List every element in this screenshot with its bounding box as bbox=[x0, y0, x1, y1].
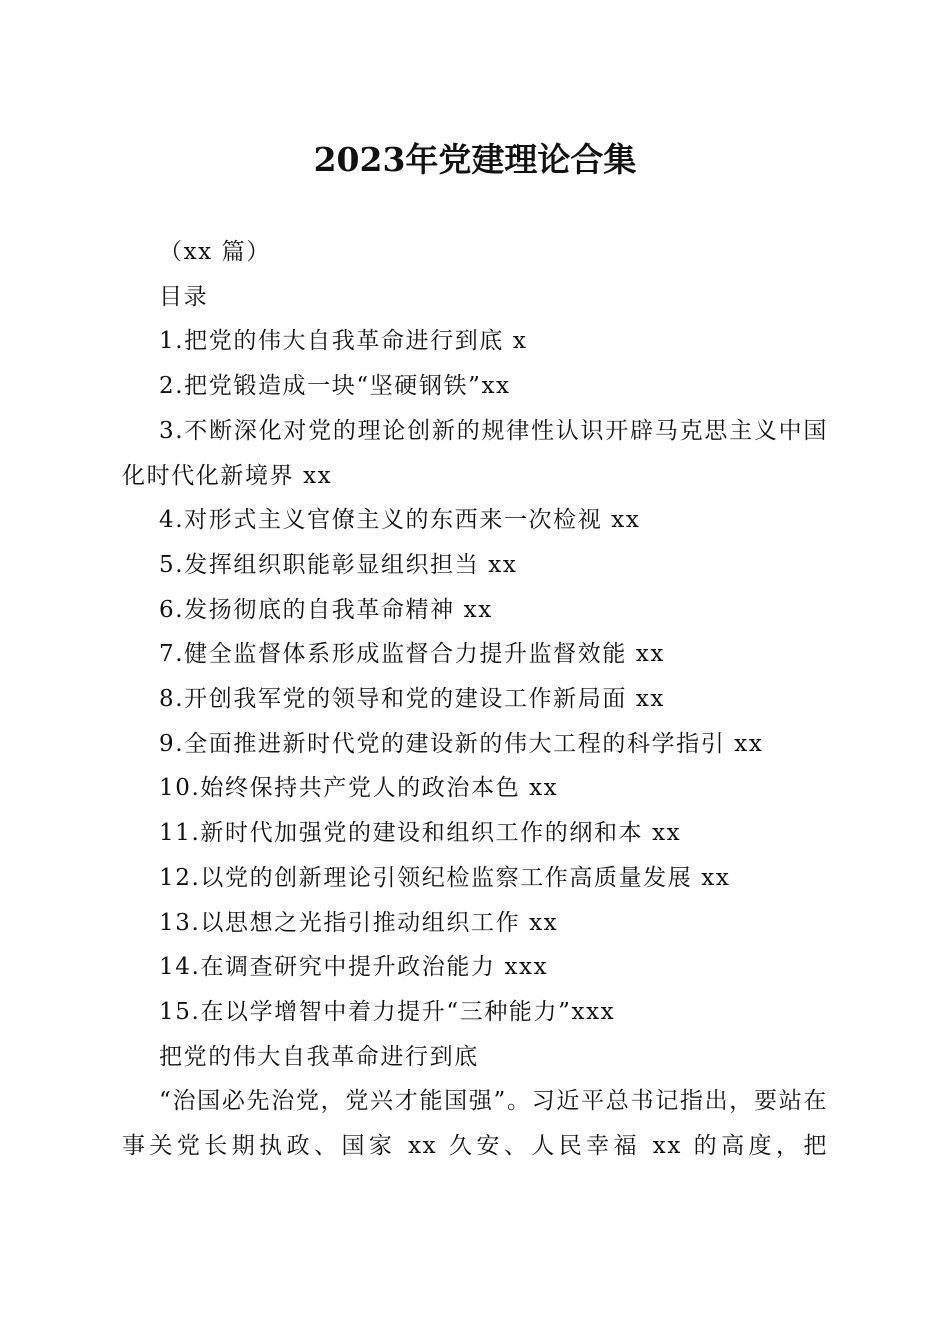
toc-item: 14.在调查研究中提升政治能力 xxx bbox=[159, 954, 549, 981]
body-paragraph: “治国必先治党，党兴才能国强”。习近平总书记指出，要站在事关党长期执政、国家 xx 久安、人民幸福 xx 的高度，把 bbox=[122, 1088, 828, 1160]
subtitle: （xx 篇） bbox=[159, 239, 271, 265]
toc-item: 8.开创我军党的领导和党的建设工作新局面 xx bbox=[159, 686, 665, 713]
document-body bbox=[122, 230, 828, 1169]
toc-item: 3.不断深化对党的理论创新的规律性认识开辟马克思主义中国化时代化新境界 xx bbox=[122, 417, 828, 489]
toc-item: 2.把党锻造成一块“坚硬钢铁”xx bbox=[159, 373, 511, 400]
toc-heading: 目录 bbox=[159, 283, 209, 310]
toc-item: 7.健全监督体系形成监督合力提升监督效能 xx bbox=[159, 641, 665, 668]
toc-item: 11.新时代加强党的建设和组织工作的纲和本 xx bbox=[159, 820, 682, 847]
toc-item: 10.始终保持共产党人的政治本色 xx bbox=[159, 775, 559, 802]
toc-item: 15.在以学增智中着力提升“三种能力”xxx bbox=[159, 998, 616, 1025]
toc-item: 13.以思想之光指引推动组织工作 xx bbox=[159, 909, 559, 936]
toc-item: 6.发扬彻底的自我革命精神 xx bbox=[159, 596, 493, 623]
toc-item: 5.发挥组织职能彰显组织担当 xx bbox=[159, 551, 518, 578]
section-heading: 把党的伟大自我革命进行到底 bbox=[159, 1043, 479, 1070]
toc-item: 4.对形式主义官僚主义的东西来一次检视 xx bbox=[159, 507, 641, 534]
toc-item: 1.把党的伟大自我革命进行到底 x bbox=[159, 328, 528, 355]
document-title: 2023年党建理论合集 bbox=[313, 140, 637, 179]
toc-item: 9.全面推进新时代党的建设新的伟大工程的科学指引 xx bbox=[159, 730, 764, 757]
toc-item: 12.以党的创新理论引领纪检监察工作高质量发展 xx bbox=[159, 864, 731, 891]
